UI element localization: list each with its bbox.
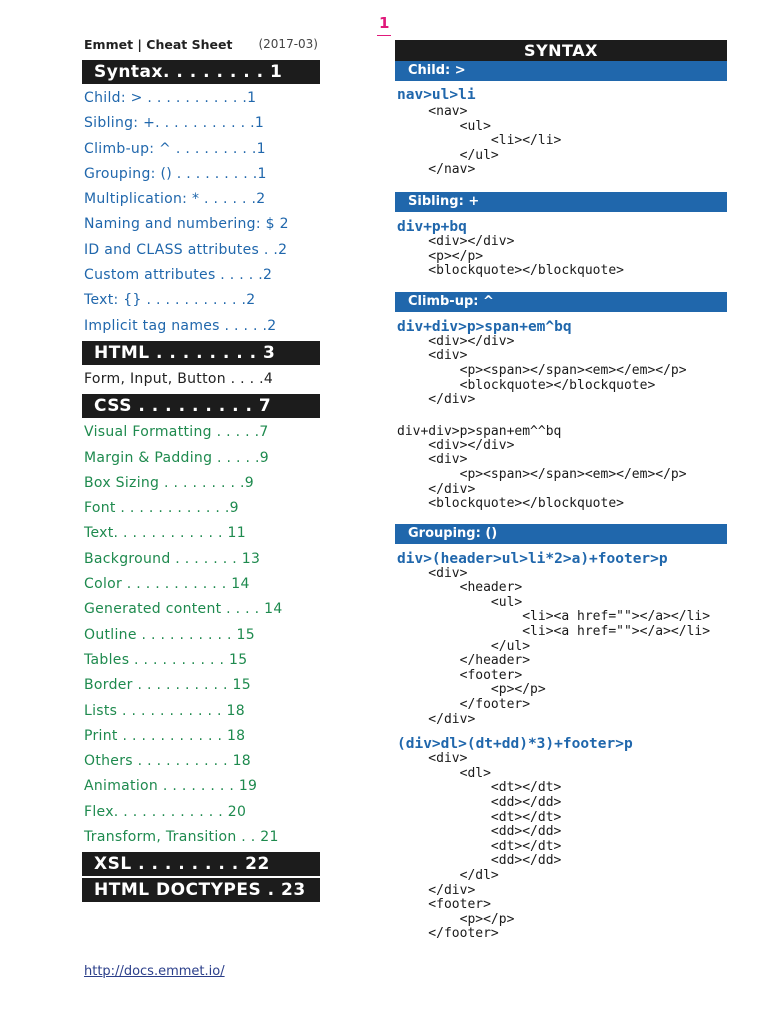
toc-section-heading[interactable]: HTML DOCTYPES . 23 <box>82 878 320 902</box>
child-output: <nav> <ul> <li></li> </ul> </nav> <box>428 104 562 178</box>
document-header <box>82 34 320 58</box>
climbup-output-2: <div></div> <div> <p><span></span><em></em></p> </div> <blockquote></blockquote> <box>428 437 687 512</box>
toc-entry[interactable]: Box Sizing . . . . . . . . .9 <box>84 474 254 491</box>
toc-entry[interactable]: Background . . . . . . . 13 <box>84 550 261 567</box>
toc-entry[interactable]: Font . . . . . . . . . . . .9 <box>84 500 239 517</box>
grouping-output-2: <div> <dl> <dt></dt> <dd></dd> <dt></dt> <dd></dd> <dt></dt> <dd></dd> </dl> </div> <footer> <p></p> </footer> <box>428 751 562 942</box>
toc-entry[interactable]: Sibling: +. . . . . . . . . . .1 <box>84 115 265 132</box>
table-of-contents <box>82 34 320 904</box>
toc-entry[interactable]: Climb-up: ^ . . . . . . . . .1 <box>84 140 266 157</box>
toc-entry[interactable]: Grouping: () . . . . . . . . .1 <box>84 165 267 182</box>
document-title: Emmet | Cheat Sheet <box>84 37 233 52</box>
child-abbreviation: nav>ul>li <box>397 87 476 103</box>
toc-entry[interactable]: Generated content . . . . 14 <box>84 601 283 618</box>
toc-list <box>82 60 320 902</box>
toc-section-heading[interactable]: XSL . . . . . . . . 22 <box>82 852 320 876</box>
toc-entry[interactable]: Multiplication: * . . . . . .2 <box>84 191 266 208</box>
toc-entry[interactable]: Animation . . . . . . . . 19 <box>84 778 258 795</box>
toc-entry[interactable]: Border . . . . . . . . . . 15 <box>84 677 251 694</box>
toc-entry[interactable]: Text: {} . . . . . . . . . . .2 <box>84 292 256 309</box>
grouping-output: <div> <header> <ul> <li><a href=""></a></li> <li><a href=""></a></li> </ul> </header> <footer> <p></p> </footer> </div> <box>428 565 711 727</box>
grouping-heading: Grouping: () <box>395 524 727 544</box>
toc-entry[interactable]: ID and CLASS attributes . .2 <box>84 241 288 258</box>
toc-entry[interactable]: Tables . . . . . . . . . . 15 <box>84 651 248 668</box>
toc-entry[interactable]: Outline . . . . . . . . . . 15 <box>84 626 255 643</box>
child-heading: Child: > <box>395 61 727 81</box>
docs-link[interactable]: http://docs.emmet.io/ <box>84 964 225 979</box>
climbup-abbreviation: div+div>p>span+em^bq <box>397 318 572 335</box>
toc-entry[interactable]: Child: > . . . . . . . . . . .1 <box>84 90 257 106</box>
toc-entry[interactable]: Text. . . . . . . . . . . . 11 <box>84 525 246 542</box>
grouping-abbreviation-2: (div>dl>(dt+dd)*3)+footer>p <box>397 736 633 753</box>
syntax-heading: SYNTAX <box>395 40 727 61</box>
toc-section-heading[interactable]: CSS . . . . . . . . . 7 <box>82 394 320 418</box>
sibling-output: <div></div> <p></p> <blockquote></blockquote> <box>428 233 624 279</box>
sibling-abbreviation: div+p+bq <box>397 218 467 235</box>
page-number: 1 <box>379 14 390 32</box>
climbup-abbreviation-2: div+div>p>span+em^^bq <box>397 423 562 439</box>
toc-entry[interactable]: Naming and numbering: $ 2 <box>84 216 289 233</box>
toc-entry[interactable]: Flex. . . . . . . . . . . . 20 <box>84 803 247 820</box>
toc-entry[interactable]: Transform, Transition . . 21 <box>84 829 279 846</box>
toc-entry[interactable]: Implicit tag names . . . . .2 <box>84 317 277 334</box>
toc-entry[interactable]: Others . . . . . . . . . . 18 <box>84 753 252 770</box>
toc-entry[interactable]: Margin & Padding . . . . .9 <box>84 449 269 466</box>
toc-entry[interactable]: Form, Input, Button . . . .4 <box>84 370 274 387</box>
toc-section-heading[interactable]: HTML . . . . . . . . 3 <box>82 341 320 365</box>
page-number-underline <box>377 35 391 36</box>
toc-entry[interactable]: Custom attributes . . . . .2 <box>84 267 273 284</box>
grouping-abbreviation: div>(header>ul>li*2>a)+footer>p <box>397 550 668 567</box>
toc-entry[interactable]: Print . . . . . . . . . . . 18 <box>84 727 246 744</box>
document-date: (2017-03) <box>258 37 318 51</box>
sibling-heading: Sibling: + <box>395 192 727 212</box>
toc-entry[interactable]: Lists . . . . . . . . . . . 18 <box>84 702 245 719</box>
toc-section-heading[interactable]: Syntax. . . . . . . . 1 <box>82 60 320 84</box>
toc-entry[interactable]: Color . . . . . . . . . . . 14 <box>84 576 250 593</box>
toc-entry[interactable]: Visual Formatting . . . . .7 <box>84 424 269 441</box>
climbup-heading: Climb-up: ^ <box>395 292 727 312</box>
syntax-section <box>395 40 727 942</box>
climbup-output: <div></div> <div> <p><span></span><em></em></p> <blockquote></blockquote> </div> <box>428 333 687 408</box>
